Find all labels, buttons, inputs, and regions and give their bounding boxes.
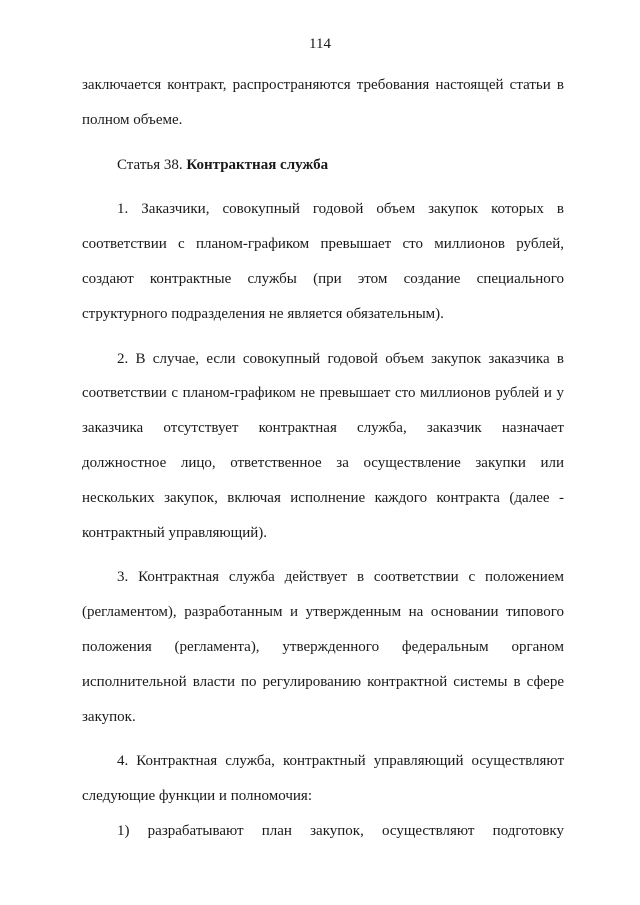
article-title: Контрактная служба (186, 156, 329, 173)
paragraph-1: 1. Заказчики, совокупный годовой объем закупок которых в соответствии с планом-графиком превышает сто миллионов рублей, создают контрактные службы (при этом создание специального структурного подразделения не является обязательным). (82, 201, 564, 322)
page-number: 114 (309, 36, 331, 52)
paragraph-4: 4. Контрактная служба, контрактный управляющий осуществляют следующие функции и полномочия: (82, 753, 564, 805)
intro-paragraph: заключается контракт, распространяются требования настоящей статьи в полном объеме. (82, 77, 564, 128)
paragraph-3: 3. Контрактная служба действует в соответствии с положением (регламентом), разработанным и утвержденным на основании типового положения (регламента), утвержденного федеральным органом исполнительной власти по регулированию контрактной системы в сфере закупок. (82, 569, 564, 725)
subitem-1: 1) разрабатывают план закупок, осуществляют подготовку (117, 822, 564, 839)
article-label: Статья 38. (117, 156, 183, 173)
paragraph-2: 2. В случае, если совокупный годовой объем закупок заказчика в соответствии с планом-графиком не превышает сто миллионов рублей и у заказчика отсутствует контрактная служба, заказчик назначает должностное лицо, ответственное за осуществление закупки или нескольких закупок, включая исполнение каждого контракта (далее - контрактный управляющий). (82, 350, 564, 541)
document-body (82, 68, 564, 849)
article-heading (82, 148, 564, 183)
